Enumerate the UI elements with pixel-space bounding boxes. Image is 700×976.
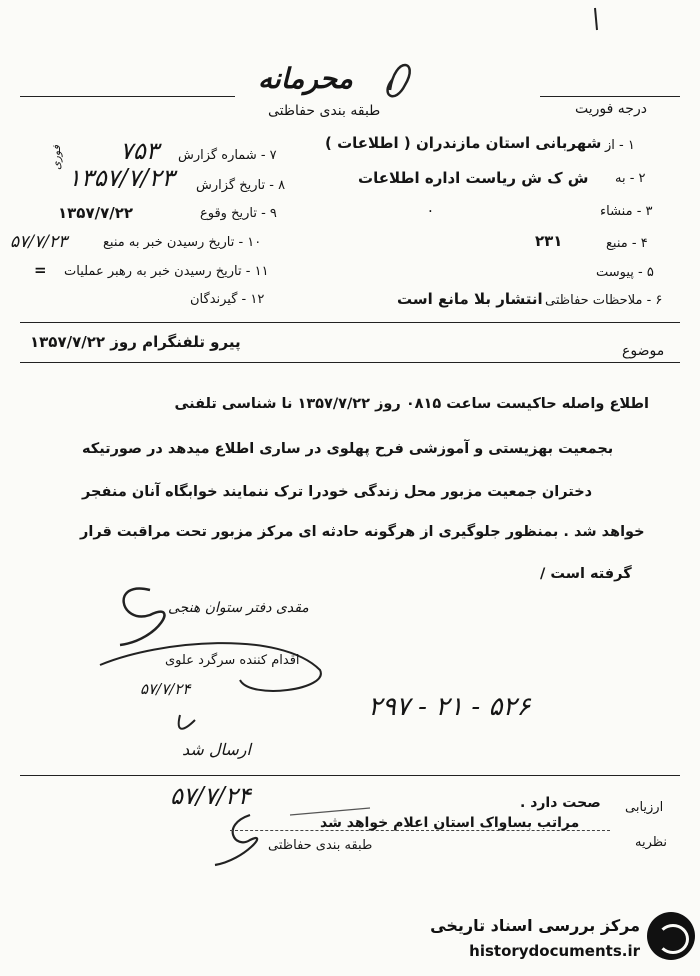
- classification-bottom: طبقه بندی حفاظتی: [268, 838, 373, 853]
- priority-label: درجه فوریت: [575, 101, 647, 117]
- handwritten-note: مقدی دفتر ستوان هنجی: [168, 600, 309, 616]
- field-ops-date-value: =: [34, 261, 47, 279]
- field-security-notes-label: ۶ - ملاحظات حفاظتی: [545, 293, 663, 308]
- field-report-date-label: ۸ - تاریخ گزارش: [196, 178, 286, 193]
- field-source-date-label: ۱۰ - تاریخ رسیدن خبر به منبع: [103, 235, 262, 250]
- watermark: [415, 910, 695, 972]
- hand-date-bottom: ۵۷/۷/۲۴: [170, 782, 251, 810]
- field-attachment-label: ۵ - پیوست: [596, 265, 654, 280]
- evaluation-value: صحت دارد .: [520, 795, 601, 811]
- header-rule-left: [20, 96, 235, 97]
- opinion-dotted-line: [230, 830, 610, 831]
- opinion-value: مراتب بساواک استان اعلام خواهد شد: [320, 815, 580, 831]
- body-line-4: خواهد شد . بمنظور جلوگیری از هرگونه حادثه ای مرکز مزبور تحت مراقبت قرار: [80, 524, 645, 540]
- hand-date: ۵۷/۷/۲۴: [140, 680, 191, 698]
- field-to-value: ش ک ش ریاست اداره اطلاعات: [358, 169, 589, 187]
- field-to-label: ۲ - به: [615, 171, 646, 186]
- field-source-value: ۲۳۱: [535, 232, 563, 250]
- subject-text: پیرو تلفنگرام روز ۱۳۵۷/۷/۲۲: [30, 333, 241, 351]
- watermark-logo-icon: [647, 912, 695, 960]
- field-source-date-value: ۵۷/۷/۲۳: [10, 232, 68, 252]
- field-from-label: ۱ - از: [605, 138, 635, 153]
- field-event-date-label: ۹ - تاریخ وقوع: [200, 206, 277, 221]
- field-source-label: ۴ - منبع: [606, 236, 648, 251]
- field-event-date-value: ۱۳۵۷/۷/۲۲: [58, 204, 134, 222]
- field-report-date-value: ۱۳۵۷/۷/۲۳: [68, 164, 175, 192]
- header-rule-right: [540, 96, 680, 97]
- field-report-number-value: ۷۵۳: [120, 137, 159, 165]
- separator-top: [20, 322, 680, 323]
- body-line-2: بجمعیت بهزیستی و آموزشی فرح پهلوی در ساری اطلاع میدهد در صورتیکه: [82, 441, 614, 457]
- opinion-label: نظریه: [635, 835, 668, 850]
- field-ops-date-label: ۱۱ - تاریخ رسیدن خبر به رهبر عملیات: [64, 264, 269, 279]
- subject-label: موضوع: [622, 343, 665, 359]
- field-origin-label: ۳ - منشاء: [600, 204, 653, 219]
- field-origin-value: .: [428, 198, 433, 216]
- field-report-number-label: ۷ - شماره گزارش: [178, 148, 277, 163]
- separator-bottom: [20, 775, 680, 776]
- watermark-title: مرکز بررسی اسناد تاریخی: [430, 916, 640, 935]
- annotation-urgent: فوری: [50, 145, 63, 170]
- secret-stamp: محرمانه: [258, 62, 353, 95]
- field-security-notes-value: انتشار بلا مانع است: [397, 290, 543, 308]
- watermark-url: historydocuments.ir: [469, 942, 640, 960]
- body-line-3: دختران جمعیت مزبور محل زندگی خودرا ترک ننمایند خوابگاه آنان منفجر: [82, 484, 593, 500]
- field-recipients-label: ۱۲ - گیرندگان: [190, 292, 265, 307]
- action-taken: اقدام کننده سرگرد علوی: [165, 653, 300, 668]
- hand-number: ۵۲۶ - ۲۱ - ۲۹۷: [368, 692, 531, 722]
- hand-sent: ارسال شد: [182, 740, 251, 759]
- body-line-1: اطلاع واصله حاکیست ساعت ۰۸۱۵ روز ۱۳۵۷/۷/۲۲ نا شناسی تلفنی: [174, 396, 649, 412]
- field-from-value: شهربانی استان مازندران ( اطلاعات ): [325, 134, 602, 152]
- evaluation-label: ارزیابی: [625, 800, 664, 815]
- subject-rule: [20, 362, 680, 363]
- body-line-5: گرفته است /: [540, 566, 632, 582]
- classification-top: طبقه بندی حفاظتی: [268, 103, 381, 119]
